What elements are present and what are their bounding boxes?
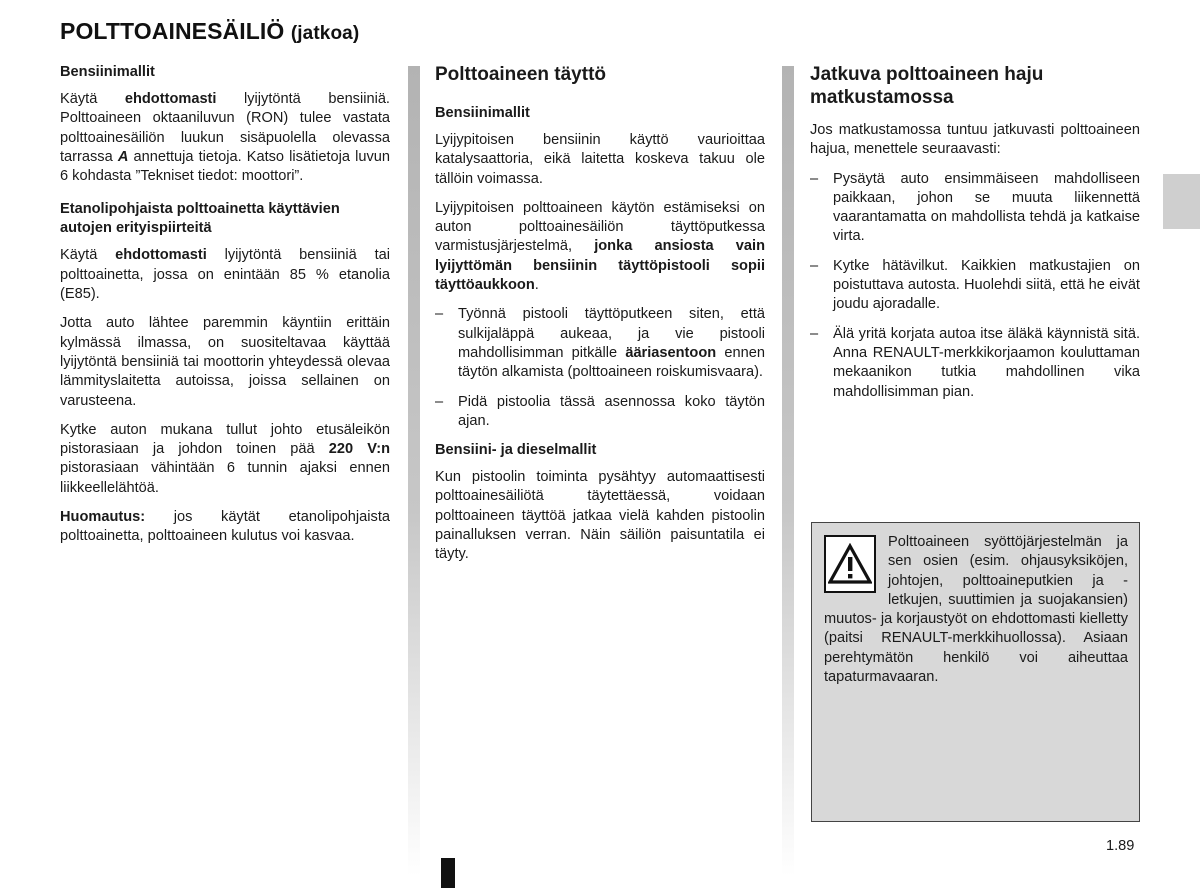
page-title-sub: (jatkoa) — [290, 23, 360, 44]
text-run: . — [534, 277, 539, 294]
text-run: Kun pistoolin toiminta pysähtyy automaattisesti polttoainesäiliötä täytettäessä, voidaan polttoaineen täyttöä jatkaa vielä kahden pistoolin painalluksen verran. Näin säiliön paisuntatila ei täyty. — [435, 469, 765, 563]
emphasis-text: A — [117, 148, 129, 165]
column-right — [810, 63, 1140, 412]
column-divider-bar — [782, 66, 794, 876]
paragraph — [60, 246, 390, 304]
text-run: lyijytöntä bensiiniä tai polttoainetta, jossa on enintään 85 % etanolia (E85). — [60, 247, 391, 303]
paragraph — [60, 314, 390, 410]
text-run: Älä yritä korjata autoa itse äläkä käynnistä sitä. Anna RENAULT-merkkikorjaamon kouluttaman mekaanikon tutkia mahdollinen vika mahdollisimman pian. — [833, 325, 1140, 400]
text-run: Työnnä pistooli täyttöputkeen siten, että sulkijaläppä aukeaa, ja vie pistooli mahdollisimman pitkälle — [458, 306, 765, 361]
warning-triangle-icon — [824, 535, 876, 593]
page-title — [60, 18, 359, 45]
warning-content — [824, 533, 1128, 687]
text-run: Kytke hätävilkut. Kaikkien matkustajien on poistuttava autosta. Huolehdi siitä, että he eivät joudu ajoradalle. — [833, 257, 1140, 313]
emphasis-text: Huomautus: — [60, 509, 146, 526]
instruction-list — [810, 170, 1140, 402]
text-run: Lyijypitoisen bensiinin käyttö vaurioittaa katalysaattoria, eikä laitetta koskeva takuu ole tällöin voimassa. — [435, 132, 765, 187]
chapter-tab — [1163, 174, 1200, 229]
text-run: annettuja tietoja. Katso lisätietoja luvun 6 kohdasta ”Tekniset tiedot: moottori”. — [60, 148, 390, 185]
text-run: Jotta auto lähtee paremmin käyntiin erittäin kylmässä ilmassa, on suositeltavaa käyttää lyijytöntä bensiiniä tai moottorin yhteydessä olevaa lämmityslaitetta autoissa, joissa sellainen on varusteena. — [60, 315, 390, 409]
text-run: Käytä — [60, 91, 125, 107]
column-divider-bar — [408, 66, 420, 876]
column-left — [60, 63, 390, 557]
section-title: Polttoaineen täyttö — [435, 64, 607, 85]
emphasis-text: jonka ansiosta vain lyijyttömän bensiinin täyttöpistooli sopii täyttöaukkoon — [435, 238, 766, 294]
list-item — [435, 393, 765, 432]
section-heading: Bensiini- ja dieselmallit — [435, 442, 597, 459]
instruction-list — [435, 305, 765, 431]
text-run: ennen täytön alkamista (polttoaineen roiskumisvaara). — [458, 344, 765, 381]
list-item — [810, 170, 1140, 247]
warning-box — [811, 522, 1140, 822]
warning-text: Polttoaineen syöttöjärjestelmän ja sen osien (esim. ohjausyksiköjen, johtojen, polttoaineputkien ja -letkujen, suuttimien ja suojakansien) muutos- ja korjaustyöt on ehdottomasti kielletty (paitsi RENAULT-merkkihuollossa). Asiaan perehtymätön henkilö voi aiheuttaa tapaturmavaaran. — [824, 534, 1128, 686]
page-title-main: POLTTOAINESÄILIÖ — [60, 18, 285, 44]
paragraph — [60, 90, 390, 186]
text-run: Pidä pistoolia tässä asennossa koko täytön ajan. — [458, 393, 765, 429]
emphasis-text: ääriasentoon — [625, 344, 717, 361]
section-heading: Bensiinimallit — [435, 105, 530, 121]
text-run: Käytä — [60, 247, 116, 264]
text-run: jos käytät etanolipohjaista polttoainetta, polttoaineen kulutus voi kasvaa. — [60, 509, 390, 545]
list-item — [810, 257, 1140, 315]
print-mark — [441, 858, 455, 888]
paragraph — [60, 508, 390, 547]
text-run: Kytke auton mukana tullut johto etusäleikön pistorasiaan ja johdon toinen pää — [60, 421, 390, 458]
section-title: Jatkuva polttoaineen haju matkustamossa — [810, 64, 1044, 108]
page-number: 1.89 — [1106, 838, 1135, 854]
section-heading: Etanolipohjaista polttoainetta käyttävien autojen erityispiirteitä — [60, 201, 340, 237]
text-run: Pysäytä auto ensimmäiseen mahdolliseen paikkaan, johon se muuta liikennettä vaarantamatta on mahdollista tehdä ja katkaise virta. — [833, 170, 1140, 245]
text-run: Jos matkustamossa tuntuu jatkuvasti polttoaineen hajua, menettele seuraavasti: — [810, 122, 1140, 158]
column-middle — [435, 63, 765, 575]
section-heading: Bensiinimallit — [60, 64, 155, 80]
text-run: pistorasiaan vähintään 6 tunnin ajaksi ennen liikkeellelähtöä. — [60, 460, 390, 496]
list-item — [435, 305, 765, 382]
emphasis-text: ehdottomasti — [115, 247, 207, 264]
emphasis-text: 220 V:n — [328, 441, 390, 458]
list-item — [810, 325, 1140, 402]
paragraph — [60, 421, 390, 498]
text-run: Lyijypitoisen polttoaineen käytön estämiseksi on auton polttoainesäiliön täyttöputkessa varmistusjärjestelmä, — [435, 199, 765, 255]
emphasis-text: ehdottomasti — [124, 91, 217, 107]
text-run: lyijytöntä bensiiniä. Polttoaineen oktaaniluvun (RON) tulee vastata polttoainesäiliön luukun sisäpuolella olevassa tarrassa — [60, 91, 390, 165]
paragraph — [435, 468, 765, 564]
paragraph — [810, 121, 1140, 160]
paragraph — [435, 131, 765, 189]
paragraph — [435, 199, 765, 295]
